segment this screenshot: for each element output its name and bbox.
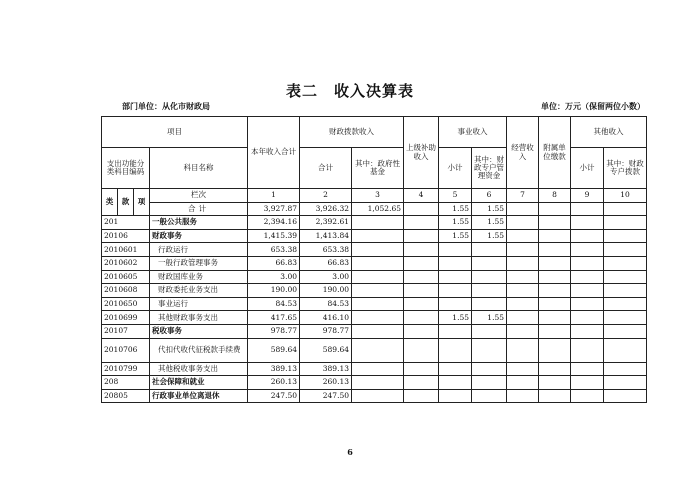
row-value (404, 270, 439, 284)
row-value (404, 297, 439, 311)
row-value (472, 284, 507, 298)
row-value (604, 284, 647, 298)
row-value: 2,394.16 (248, 216, 300, 230)
row-value (571, 362, 604, 376)
row-value: 1,413.84 (300, 229, 352, 243)
row-value (404, 362, 439, 376)
col-num: 9 (571, 189, 604, 203)
row-value (472, 243, 507, 257)
row-value (404, 229, 439, 243)
row-subject-name: 财政事务 (150, 229, 248, 243)
header-xiang: 项 (134, 189, 150, 216)
header-biz-special: 其中：财政专户管理资金 (472, 148, 507, 189)
row-value (472, 338, 507, 362)
header-operating-income: 经营收入 (507, 117, 539, 189)
header-item: 项目 (102, 117, 248, 148)
row-value: 589.64 (300, 338, 352, 362)
total-value (507, 202, 539, 216)
row-value: 190.00 (300, 284, 352, 298)
header-business-income: 事业收入 (439, 117, 507, 148)
row-value (472, 362, 507, 376)
row-code: 2010608 (102, 284, 150, 298)
row-value (571, 284, 604, 298)
table-row (102, 389, 647, 403)
row-value (604, 297, 647, 311)
row-value (539, 324, 571, 338)
row-value (439, 389, 472, 403)
row-value (604, 270, 647, 284)
row-value (404, 311, 439, 325)
header-lanci: 栏次 (150, 189, 248, 203)
header-kuan: 款 (118, 189, 134, 216)
row-value: 417.65 (248, 311, 300, 325)
row-value (539, 270, 571, 284)
row-value (352, 243, 404, 257)
row-value (352, 324, 404, 338)
header-func-code: 支出功能分类科目编码 (102, 148, 150, 189)
row-value (404, 243, 439, 257)
row-code: 2010650 (102, 297, 150, 311)
row-value (539, 297, 571, 311)
row-value: 1.55 (472, 229, 507, 243)
row-value (507, 297, 539, 311)
row-value (352, 338, 404, 362)
row-value (604, 389, 647, 403)
row-value (571, 324, 604, 338)
table-row (102, 229, 647, 243)
row-code: 208 (102, 376, 150, 390)
row-value (571, 229, 604, 243)
row-value: 260.13 (300, 376, 352, 390)
row-value (539, 256, 571, 270)
total-value: 3,926.32 (300, 202, 352, 216)
row-value (604, 243, 647, 257)
total-value: 1.55 (439, 202, 472, 216)
total-value (604, 202, 647, 216)
row-code: 2010799 (102, 362, 150, 376)
row-value (439, 324, 472, 338)
row-subject-name: 财政国库业务 (150, 270, 248, 284)
row-value (539, 229, 571, 243)
row-value (604, 362, 647, 376)
row-value (472, 270, 507, 284)
row-value (539, 389, 571, 403)
row-value (404, 376, 439, 390)
row-subject-name: 社会保障和就业 (150, 376, 248, 390)
row-value (472, 256, 507, 270)
row-subject-name: 税收事务 (150, 324, 248, 338)
total-value (539, 202, 571, 216)
row-value (539, 362, 571, 376)
col-num: 10 (604, 189, 647, 203)
row-value: 1,415.39 (248, 229, 300, 243)
row-value (571, 270, 604, 284)
row-value (604, 216, 647, 230)
row-value (439, 270, 472, 284)
row-value (507, 270, 539, 284)
row-value (539, 311, 571, 325)
row-subject-name: 其他税收事务支出 (150, 362, 248, 376)
row-value (352, 256, 404, 270)
row-value: 1.55 (472, 311, 507, 325)
row-subject-name: 一般公共服务 (150, 216, 248, 230)
row-value (604, 376, 647, 390)
row-code: 2010699 (102, 311, 150, 325)
row-value: 84.53 (248, 297, 300, 311)
table-row (102, 338, 647, 362)
row-subject-name: 行政运行 (150, 243, 248, 257)
row-value (604, 256, 647, 270)
row-value: 66.83 (248, 256, 300, 270)
row-value (571, 243, 604, 257)
row-subject-name: 其他财政事务支出 (150, 311, 248, 325)
row-value (604, 338, 647, 362)
row-value (604, 229, 647, 243)
row-value (352, 229, 404, 243)
row-subject-name: 代扣代收代征税款手续费 (150, 338, 248, 362)
row-value: 1.55 (439, 216, 472, 230)
row-value (507, 324, 539, 338)
row-value: 2,392.61 (300, 216, 352, 230)
row-value (507, 216, 539, 230)
row-value (539, 376, 571, 390)
row-code: 20107 (102, 324, 150, 338)
row-value (352, 270, 404, 284)
row-value (439, 297, 472, 311)
row-value (539, 338, 571, 362)
row-value (507, 362, 539, 376)
row-value (571, 311, 604, 325)
row-value (352, 389, 404, 403)
row-value (439, 362, 472, 376)
col-num: 8 (539, 189, 571, 203)
col-num: 7 (507, 189, 539, 203)
row-code: 2010602 (102, 256, 150, 270)
table-row (102, 256, 647, 270)
row-value (352, 216, 404, 230)
table-row (102, 284, 647, 298)
row-value: 190.00 (248, 284, 300, 298)
header-subject-name: 科目名称 (150, 148, 248, 189)
row-value (352, 376, 404, 390)
row-value (352, 284, 404, 298)
row-value (539, 243, 571, 257)
row-subject-name: 事业运行 (150, 297, 248, 311)
department-unit: 部门单位：从化市财政局 (122, 101, 210, 111)
row-subject-name: 财政委托业务支出 (150, 284, 248, 298)
row-value: 66.83 (300, 256, 352, 270)
row-value: 1.55 (439, 311, 472, 325)
row-value: 389.13 (248, 362, 300, 376)
header-this-year-total: 本年收入合计 (248, 117, 300, 189)
row-value (539, 216, 571, 230)
header-gov-fund: 其中：政府性基金 (352, 148, 404, 189)
total-value (571, 202, 604, 216)
row-value: 247.50 (300, 389, 352, 403)
row-value: 3.00 (248, 270, 300, 284)
row-code: 20805 (102, 389, 150, 403)
row-value (539, 284, 571, 298)
row-value (571, 256, 604, 270)
total-value: 3,927.87 (248, 202, 300, 216)
row-value: 978.77 (248, 324, 300, 338)
header-other-subtotal: 小计 (571, 148, 604, 189)
total-value (404, 202, 439, 216)
total-label: 合计 (150, 202, 248, 216)
header-row-1 (102, 117, 647, 148)
page-number: 6 (347, 447, 353, 457)
row-value (604, 311, 647, 325)
row-value (571, 376, 604, 390)
row-value (404, 284, 439, 298)
col-num: 6 (472, 189, 507, 203)
row-value (352, 311, 404, 325)
money-unit: 单位：万元（保留两位小数） (541, 101, 645, 111)
row-value: 653.38 (300, 243, 352, 257)
row-value: 389.13 (300, 362, 352, 376)
row-value (472, 389, 507, 403)
row-value (352, 297, 404, 311)
table-row (102, 362, 647, 376)
row-code: 201 (102, 216, 150, 230)
row-subject-name: 一般行政管理事务 (150, 256, 248, 270)
row-value (507, 376, 539, 390)
table-row (102, 243, 647, 257)
row-value (507, 311, 539, 325)
row-value (507, 229, 539, 243)
table-row (102, 376, 647, 390)
row-value (472, 376, 507, 390)
table-row (102, 270, 647, 284)
income-table (101, 116, 647, 403)
row-value (472, 297, 507, 311)
row-value: 3.00 (300, 270, 352, 284)
column-number-row (102, 189, 647, 203)
total-value: 1,052.65 (352, 202, 404, 216)
row-value (472, 324, 507, 338)
page-title: 表二 收入决算表 (285, 82, 414, 100)
row-value (404, 256, 439, 270)
header-other-special: 其中：财政专户拨款 (604, 148, 647, 189)
row-value (439, 243, 472, 257)
row-value (604, 324, 647, 338)
total-row (102, 202, 647, 216)
header-affiliated-payment: 附属单位缴款 (539, 117, 571, 189)
row-value: 978.77 (300, 324, 352, 338)
row-code: 2010605 (102, 270, 150, 284)
col-num: 3 (352, 189, 404, 203)
header-biz-subtotal: 小计 (439, 148, 472, 189)
row-value: 260.13 (248, 376, 300, 390)
row-value (439, 338, 472, 362)
row-value: 416.10 (300, 311, 352, 325)
row-value (404, 324, 439, 338)
row-value (404, 338, 439, 362)
row-value (571, 297, 604, 311)
header-fiscal-grant: 财政拨款收入 (300, 117, 404, 148)
row-value: 247.50 (248, 389, 300, 403)
row-value (439, 376, 472, 390)
table-row (102, 297, 647, 311)
row-value (507, 389, 539, 403)
row-code: 2010601 (102, 243, 150, 257)
col-num: 5 (439, 189, 472, 203)
table-row (102, 216, 647, 230)
col-num: 4 (404, 189, 439, 203)
header-lei: 类 (102, 189, 118, 216)
row-value (571, 216, 604, 230)
header-other-income: 其他收入 (571, 117, 647, 148)
row-value: 1.55 (472, 216, 507, 230)
col-num: 1 (248, 189, 300, 203)
row-value (439, 284, 472, 298)
row-value (507, 284, 539, 298)
row-value (439, 256, 472, 270)
row-value (404, 389, 439, 403)
row-value (507, 338, 539, 362)
row-value (571, 389, 604, 403)
row-value (404, 216, 439, 230)
row-code: 2010706 (102, 338, 150, 362)
row-value (507, 256, 539, 270)
row-value (571, 338, 604, 362)
table-row (102, 311, 647, 325)
row-value: 653.38 (248, 243, 300, 257)
row-value: 589.64 (248, 338, 300, 362)
table-row (102, 324, 647, 338)
row-value (507, 243, 539, 257)
header-fiscal-total: 合计 (300, 148, 352, 189)
col-num: 2 (300, 189, 352, 203)
row-subject-name: 行政事业单位离退休 (150, 389, 248, 403)
row-value: 84.53 (300, 297, 352, 311)
row-value (352, 362, 404, 376)
row-value: 1.55 (439, 229, 472, 243)
header-superior-subsidy: 上级补助收入 (404, 117, 439, 189)
row-code: 20106 (102, 229, 150, 243)
total-value: 1.55 (472, 202, 507, 216)
